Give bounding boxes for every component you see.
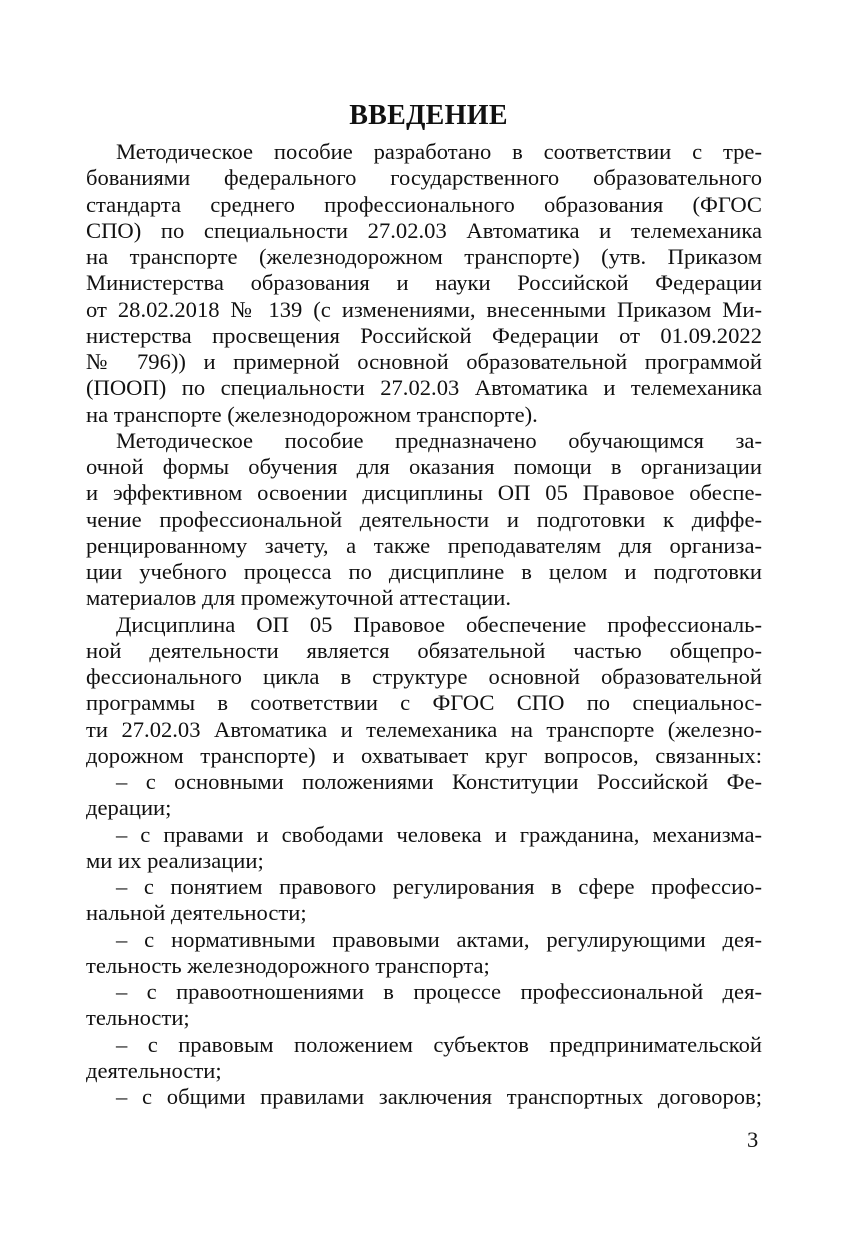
text-line: деятельности; — [86, 1057, 222, 1083]
text-line: стандарта среднего профессионального образования (ФГОС — [86, 191, 762, 217]
text-line: программы в соответствии с ФГОС СПО по специальнос- — [86, 690, 762, 716]
paragraph — [86, 979, 762, 1032]
text-line: нистерства просвещения Российской Федерации от 01.09.2022 — [86, 322, 762, 348]
text-line: и эффективном освоении дисциплины ОП 05 Правовое обеспе- — [86, 480, 762, 506]
paragraph — [86, 139, 762, 428]
text-line: фессионального цикла в структуре основной образовательной — [86, 664, 762, 689]
text-line: ной деятельности является обязательной частью общепро- — [86, 637, 762, 663]
paragraph — [86, 822, 762, 875]
text-line: ми их реализации; — [86, 847, 264, 873]
text-line: на транспорте (железнодорожном транспорте) (утв. Приказом — [86, 244, 762, 269]
text-line: нальной деятельности; — [86, 900, 307, 926]
text-line: на транспорте (железнодорожном транспорте). — [86, 401, 538, 427]
text-line: ти 27.02.03 Автоматика и телемеханика на транспорте (железно- — [86, 716, 762, 742]
paragraph — [86, 769, 762, 822]
section-title: ВВЕДЕНИЕ — [349, 100, 508, 131]
text-line: Методическое пособие разработано в соответствии с тре- — [116, 139, 762, 164]
text-line: – с нормативными правовыми актами, регулирующими дея- — [116, 926, 762, 952]
paragraph — [86, 1084, 762, 1110]
text-line: тельность железнодорожного транспорта; — [86, 952, 490, 978]
document-body — [86, 139, 762, 1110]
text-line: материалов для промежуточной аттестации. — [86, 585, 511, 611]
text-line: дорожном транспорте) и охватывает круг вопросов, связанных: — [86, 742, 762, 768]
text-line: Методическое пособие предназначено обучающимся за- — [116, 427, 762, 453]
text-line: – с правовым положением субъектов предпринимательской — [116, 1031, 762, 1057]
text-line: Министерства образования и науки Российской Федерации — [86, 270, 762, 296]
text-line: – с понятием правового регулирования в сфере профессио- — [116, 874, 762, 899]
paragraph — [86, 874, 762, 927]
text-line: – с правами и свободами человека и гражданина, механизма- — [116, 821, 762, 847]
text-line: СПО) по специальности 27.02.03 Автоматика и телемеханика — [86, 217, 762, 243]
text-line: ции учебного процесса по дисциплине в целом и подготовки — [86, 559, 762, 584]
text-line: № 796)) и примерной основной образовательной программой — [86, 349, 762, 374]
text-line: очной формы обучения для оказания помощи в организации — [86, 454, 762, 479]
text-line: дерации; — [86, 795, 172, 821]
paragraph — [86, 612, 762, 770]
text-line: – с общими правилами заключения транспортных договоров; — [116, 1084, 762, 1109]
text-line: тельности; — [86, 1005, 190, 1031]
text-line: (ПООП) по специальности 27.02.03 Автоматика и телемеханика — [86, 375, 762, 401]
paragraph — [86, 1032, 762, 1085]
text-line: от 28.02.2018 № 139 (с изменениями, внесенными Приказом Ми- — [86, 296, 762, 322]
text-line: бованиями федерального государственного образовательного — [86, 165, 762, 191]
paragraph — [86, 927, 762, 980]
text-line: чение профессиональной деятельности и подготовки к диффе- — [86, 506, 762, 532]
text-line: ренцированному зачету, а также преподавателям для организа- — [86, 532, 762, 558]
text-line: Дисциплина ОП 05 Правовое обеспечение профессиональ- — [116, 611, 762, 637]
text-line: – с основными положениями Конституции Российской Фе- — [116, 769, 762, 794]
page-number: 3 — [747, 1127, 759, 1152]
text-line: – с правоотношениями в процессе профессиональной дея- — [116, 979, 762, 1004]
paragraph — [86, 428, 762, 612]
